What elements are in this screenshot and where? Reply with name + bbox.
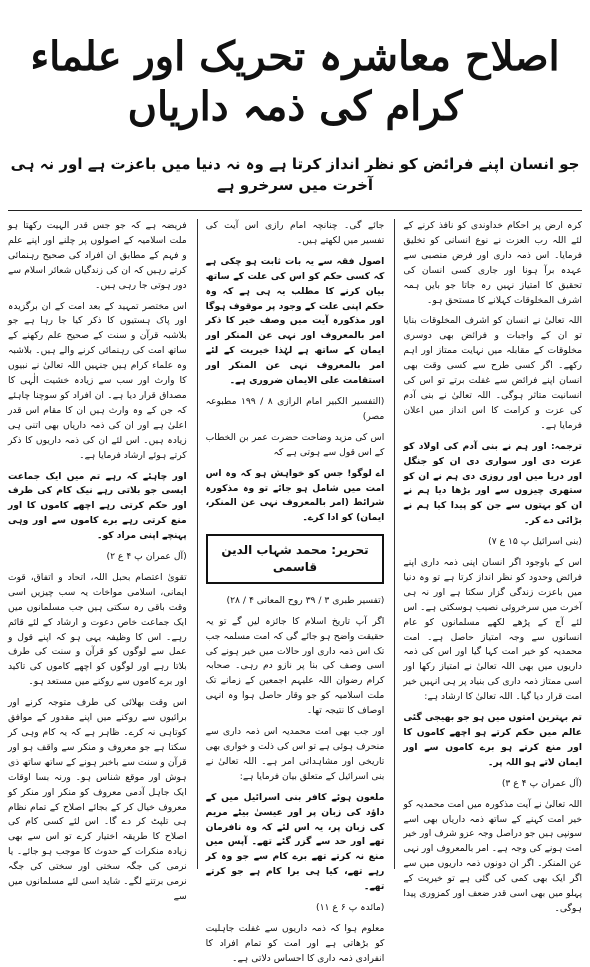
quote-paragraph: اصول فقہ سے یہ بات ثابت ہو چکی ہے کہ کسی حکم کو اس کی علت کے ساتھ بیان کرنے کا مطلب یہ ہی ہے کہ وہ حکم اپنی علت کے وجود پر موقوف ہوگا اور مذکورہ آیت میں وصف خیر کا ذکر امر بالمعروف اور نہی عن المنکر اور ایمان کے ساتھ ہے لہٰذا خیریت کے لئے امر بالمعروف نہی عن المنکر اور استقامت علی الایمان ضروری ہے۔ — [205, 255, 385, 387]
paragraph: اللہ تعالیٰ نے انسان کو اشرف المخلوقات بنایا تو ان کے واجبات و فرائض بھی دوسری مخلوقات کے مقابلہ میں نہایت ممتاز اور اہم رکھے۔ اگر کسی طرح سے کسی وقت بھی انسان اپنے فرائض سے غفلت برتے تو اس کی انسانیت متاثر ہوگی۔ اللہ تعالیٰ نے بنی آدم کی عزت و کرامت کا اس انداز میں اعلان فرمایا ہے۔ — [403, 315, 582, 431]
paragraph: اس کے باوجود اگر انسان اپنی ذمہ داری اپنے فرائض وحدود کو نظر انداز کرتا ہے تو وہ دنیا میں باعزت زندگی گزار سکتا ہے اور نہ ہی آخرت میں سرخروئی نصیب ہوسکتی ہے۔ اس لئے آج کے پڑھے لکھے مسلمانوں کو عام انسانوں سے وجہ امتیاز حاصل ہے۔ امت محمدیہ کو خیر امت کہا گیا اور اس کی ذمہ داریوں میں بھی اللہ تعالیٰ نے امتیاز رکھا اور اسی ممتاز ذمہ داری کی بنیاد پر ہی انہیں خیر امت قرار دیا گیا۔ اللہ تعالیٰ کا ارشاد ہے: — [403, 557, 582, 703]
byline-box: تحریر: محمد شہاب الدین قاسمی — [206, 534, 385, 584]
paragraph: اگر آپ تاریخ اسلام کا جائزہ لیں گے تو یہ حقیقت واضح ہو جائے گی کہ امت مسلمہ جب تک اس ذمہ داری اور حالات میں خیر ہونے کی اسی وصف کی بنا پر نازو دم رہی۔ صحابہ کرام رضوان اللہ علیہم اجمعین کے زمانے تک ملت اسلامیہ کو جو وقار حاصل ہوا وہ انہی اوصاف کا نتیجہ تھا۔ — [205, 615, 385, 717]
quote-paragraph: اے لوگو! جس کو خواہش ہو کہ وہ اس امت میں شامل ہو جائے تو وہ مذکورہ شرائط (امر بالمعروف نہی عن المنکر، ایمان) کو ادا کرے۔ — [205, 467, 385, 524]
paragraph: کرہ ارض پر احکام خداوندی کو نافذ کرنے کے لئے اللہ رب العزت نے نوع انسانی کو تخلیق فرمایا۔ اس ذمہ داری اور فرض منصبی سے عہدہ برآ ہونا اور جاری کسی انسان کی تحقیق کا امتیاز نہیں رہ جاتا جو بایں ہمہ اشرف المخلوقات کہلانے کا مستحق ہو۔ — [403, 220, 582, 306]
paragraph: فریضہ ہے کہ جو جس قدر الہیت رکھتا ہو ملت اسلامیہ کے اصولوں پر چلنے اور اپنے علم و فہم کے مطابق ان افراد کی صحیح رہنمائی کرتے رہیں کہ ان کی زندگیاں شعائر اسلام سے دور ہوتی جا رہی ہیں۔ — [7, 220, 187, 291]
paragraph: اس کی مزید وضاحت حضرت عمر بن الخطاب کے اس قول سے ہوتی ہے کہ — [205, 431, 385, 458]
reference: (آل عمران پ ۴ ع ۳) — [501, 777, 582, 789]
paragraph: اور جب بھی امت محمدیہ اس ذمہ داری سے منحرف ہوئی ہے تو اس کی ذلت و خواری بھی تاریخی اور مشاہداتی امر ہے۔ اللہ تعالیٰ نے بنی اسرائیل کے متعلق بیان فرمایا ہے: — [205, 726, 385, 782]
article-columns — [7, 219, 582, 964]
reference: (تفسیر طبری ۳ / ۳۹ روح المعانی ۴ / ۲۸) — [226, 594, 385, 606]
paragraph: اس وقت بھلائی کی طرف متوجہ کرنے اور برائیوں سے روکنے میں اپنے مقدور کے موافق کوتاہی نہ کرے۔ ظاہر ہے کہ یہ کام وہی کر سکتا ہے جو معروف و منکر سے واقف ہو اور قرآن و سنت سے باخبر ہونے کے ساتھ ساتھ ذی ہوش اور موقع شناس ہو۔ ورنہ بسا اوقات ایک جاہل آدمی معروف کو منکر اور منکر کو معروف خیال کر کے بجائے اصلاح کے تمام نظام ہی تلپٹ کر دے گا۔ اس لئے کسی کام کی اصلاح کا طریقہ اختیار کرے تو اس سے بھی زیادہ منکرات کے حدوث کا موجب ہو جائے۔ یا نرمی کی جگہ سختی اور سختی کی جگہ نرمی برتنے لگے۔ شاید اسی لئے مسلمانوں میں سے — [7, 697, 187, 902]
article-headline: اصلاح معاشرہ تحریک اور علماء کرام کی ذمہ داریاں — [30, 33, 560, 130]
reference: (آل عمران پ ۴ ع ۲) — [106, 551, 187, 563]
paragraph: اللہ تعالیٰ نے آیت مذکورہ میں امت محمدیہ کو خیر امت کہنے کے ساتھ ذمہ داریاں بھی اسے سونپی ہیں جو دراصل وجہ عزو شرف اور خیر امت ہونے کی وجہ ہے۔ امر بالمعروف اور نہی عن المنکر۔ اگر ان دونوں ذمہ داریوں میں سے اگر ایک بھی کمی کی گئی ہے تو خیریت کے پہلو میں بھی اسی قدر ضعف اور کمزوری پیدا ہوگی۔ — [403, 798, 582, 914]
paragraph: جائے گی۔ چنانچہ امام رازی اس آیت کی تفسیر میں لکھتے ہیں۔ — [205, 220, 385, 246]
quote-paragraph: ملعون ہوئے کافر بنی اسرائیل میں کے داؤد کی زبان پر اور عیسیٰ بیٹے مریم کی زبان پر، یہ اس لئے کہ وہ نافرمان تھے اور حد سے گزر گئے تھے۔ آپس میں منع نہ کرتے تھے برے کام سے جو وہ کر رہے تھے، کیا ہی برا کام ہے جو کرتے تھے۔ — [205, 791, 385, 893]
reference: (بنی اسرائیل پ ۱۵ ع ۷) — [488, 536, 582, 548]
column-right — [394, 219, 582, 914]
column-middle — [197, 219, 385, 964]
quote-paragraph: تم بہترین امتوں میں ہو جو بھیجی گئی عالم میں حکم کرتے ہو اچھے کاموں کا اور منع کرتے ہو برے کاموں سے اور ایمان لاتے ہو اللہ پر۔ — [403, 712, 582, 768]
paragraph: معلوم ہوا کہ ذمہ داریوں سے غفلت جاہلیت کو بڑھاتی ہے اور امت کو تمام افراد کا انفرادی ذمہ داری کا احساس دلاتی ہے۔ — [205, 922, 385, 964]
quote-paragraph: اور چاہئے کہ رہے تم میں ایک جماعت ایسی جو بلاتی رہے نیک کام کی طرف اور حکم کرتی رہے اچھے کاموں کا اور منع کرتی رہے برے کاموں سے اور وہی پہنچے اپنی مراد کو۔ — [7, 470, 187, 542]
divider — [8, 210, 582, 211]
paragraph: اس مختصر تمہید کے بعد امت کے ان برگزیدہ اور پاک ہستیوں کا ذکر کیا جا رہا ہے جو بلاشبہ قرآن و سنت کے صحیح علم رکھنے کے ساتھ امت کی رہنمائی کرنے والے ہیں۔ بلاشبہ وہ علماء کرام ہیں جنہیں اللہ تعالیٰ نے نبیوں کا وارث اور سب سے زیادہ خشیت الٰہی کا مصداق قرار دیا ہے۔ ان افراد کو سوچنا چاہئے کہ جن کے وہ وارث ہیں ان کا مقام اس قدر اعلیٰ ہے اور ان کی ذمہ داریاں بھی اتنی ہی زیادہ ہیں۔ اس لئے ان کی ذمہ داریوں کا ذکر کرتے ہوئے ارشاد فرمایا ہے۔ — [7, 300, 187, 461]
reference: (التفسیر الکبیر امام الرازی ۸ / ۱۹۹ مطبوعہ مصر) — [205, 395, 385, 422]
reference: (مائدہ پ ۶ ع ۱۱) — [316, 902, 385, 914]
paragraph: تقویٰ اعتصام بحبل اللہ، اتحاد و اتفاق، قوت ایمانی، اسلامی مواخات یہ سب چیزیں اسی وقت باقی رہ سکتی ہیں جب مسلمانوں میں ایک جماعت خاص دعوت و ارشاد کے لئے قائم رہے۔ اس کا وظیفہ یہی ہو کہ اپنے قول و عمل سے لوگوں کو قرآن و سنت کی طرف بلاتا رہے اور لوگوں کو اچھے کاموں کی تاکید اور برے کاموں سے روکنے میں مستعد ہو۔ — [7, 571, 187, 688]
column-left — [7, 219, 187, 902]
article-subheadline: جو انسان اپنے فرائض کو نظر انداز کرتا ہے وہ نہ دنیا میں باعزت ہے اور نہ ہی آخرت میں سرخرو ہے — [10, 155, 580, 194]
quote-paragraph: ترجمہ: اور ہم نے بنی آدم کی اولاد کو عزت دی اور سواری دی ان کو جنگل اور دریا میں اور روزی دی ہم نے ان کو ستھری چیزوں سے اور بڑھا دیا ہم نے ان کو بہتوں سے جن کو پیدا کیا ہم نے بڑائی دے کر۔ — [403, 440, 582, 527]
